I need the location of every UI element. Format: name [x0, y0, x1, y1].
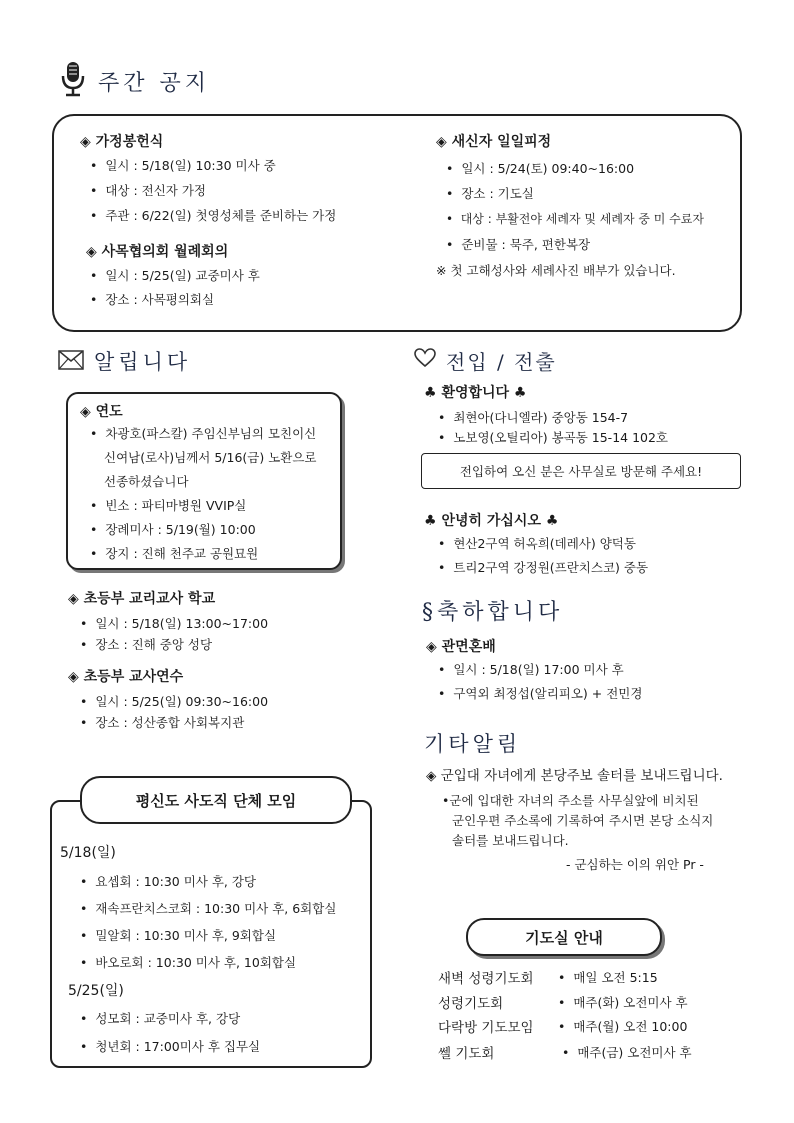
list-item: • 장소 : 성산종합 사회복지관 — [80, 715, 245, 730]
list-item: • 장소 : 기도실 — [446, 186, 534, 201]
prayer-time: • 매주(화) 오전미사 후 — [558, 995, 688, 1010]
prayer-title-text: 기도실 안내 — [525, 928, 603, 947]
section-title-notices: 알립니다 — [94, 350, 192, 374]
list-item: • 재속프란치스코회 : 10:30 미사 후, 6회합실 — [80, 901, 337, 916]
event-title-retreat: ◈ 새신자 일일피정 — [436, 134, 552, 150]
list-item: • 최현아(다니엘라) 중앙동 154-7 — [438, 410, 629, 425]
groups-title — [80, 776, 352, 824]
list-item: • 노보영(오틸리아) 봉곡동 15-14 102호 — [438, 430, 669, 445]
prayer-title — [466, 918, 662, 956]
obituary-title: ◈ 연도 — [80, 404, 123, 420]
list-item: • 바오로회 : 10:30 미사 후, 10회합실 — [80, 955, 297, 970]
list-item: • 준비물 : 묵주, 편한복장 — [446, 237, 591, 252]
banner-text: 전입하여 오신 분은 사무실로 방문해 주세요! — [459, 464, 703, 479]
prayer-time: • 매일 오전 5:15 — [558, 970, 658, 985]
list-item: • 장소 : 사목평의회실 — [90, 292, 215, 307]
prayer-time: • 매주(월) 오전 10:00 — [558, 1019, 688, 1034]
list-item: • 장례미사 : 5/19(월) 10:00 — [90, 522, 256, 537]
prayer-time: • 매주(금) 오전미사 후 — [562, 1045, 692, 1060]
event-title-family: ◈ 가정봉헌식 — [80, 134, 164, 150]
congrats-sub: ◈ 관면혼배 — [426, 639, 496, 655]
prayer-name: 새벽 성령기도회 — [438, 971, 534, 987]
training-title: ◈ 초등부 교사연수 — [68, 669, 184, 685]
list-item: • 밀알회 : 10:30 미사 후, 9회합실 — [80, 928, 277, 943]
list-item: • 요셉회 : 10:30 미사 후, 강당 — [80, 874, 257, 889]
etc-sub: ◈ 군입대 자녀에게 본당주보 솔터를 보내드립니다. — [426, 768, 723, 784]
obituary-text: 신여남(로사)님께서 5/16(금) 노환으로 — [104, 450, 317, 465]
list-item: • 구역외 최정섭(알리피오) + 전민경 — [438, 686, 643, 701]
list-item: • 장지 : 진해 천주교 공원묘원 — [90, 546, 259, 561]
date-label: 5/18(일) — [60, 845, 116, 861]
list-item: • 청년회 : 17:00미사 후 집무실 — [80, 1039, 261, 1054]
list-item: • 일시 : 5/18(일) 17:00 미사 후 — [438, 662, 624, 677]
list-item: • 일시 : 5/18(일) 10:30 미사 중 — [90, 158, 276, 173]
list-item: • 대상 : 부활전야 세례자 및 세례자 중 미 수료자 — [446, 212, 704, 226]
list-item: • 빈소 : 파티마병원 VVIP실 — [90, 498, 247, 513]
event-title-council: ◈ 사목협의회 월례회의 — [86, 244, 229, 260]
etc-text: 솔터를 보내드립니다. — [452, 833, 569, 848]
transfer-banner — [421, 453, 741, 489]
list-item: • 대상 : 전신자 가정 — [90, 183, 206, 198]
obituary-text: • 차광호(파스칼) 주임신부님의 모친이신 — [90, 426, 317, 441]
prayer-name: 성령기도회 — [438, 996, 504, 1012]
list-item: • 일시 : 5/24(토) 09:40~16:00 — [446, 161, 635, 176]
list-item: • 일시 : 5/18(일) 13:00~17:00 — [80, 616, 269, 631]
etc-text: •군에 입대한 자녀의 주소를 사무실앞에 비치된 — [442, 793, 699, 808]
list-item: • 일시 : 5/25(일) 09:30~16:00 — [80, 694, 269, 709]
groups-title-text: 평신도 사도직 단체 모임 — [135, 791, 297, 810]
section-title-transfer: 전입 / 전출 — [446, 350, 557, 374]
section-title-congrats: §축하합니다 — [422, 600, 564, 625]
page-title: 주간 공지 — [98, 71, 211, 96]
school-title: ◈ 초등부 교리교사 학교 — [68, 591, 216, 607]
microphone-icon — [58, 60, 88, 98]
heart-icon — [414, 348, 436, 368]
list-item: • 주관 : 6/22(일) 첫영성체를 준비하는 가정 — [90, 208, 337, 223]
prayer-name: 다락방 기도모임 — [438, 1020, 534, 1036]
etc-text: 군인우편 주소록에 기록하여 주시면 본당 소식지 — [452, 813, 714, 828]
envelope-icon — [58, 350, 84, 370]
note-text: ※ 첫 고해성사와 세례사진 배부가 있습니다. — [436, 263, 676, 278]
date-label: 5/25(일) — [68, 983, 124, 999]
list-item: • 장소 : 진해 중앙 성당 — [80, 637, 213, 652]
farewell-title: ♣ 안녕히 가십시오 ♣ — [424, 513, 559, 529]
list-item: • 성모회 : 교중미사 후, 강당 — [80, 1011, 241, 1026]
welcome-title: ♣ 환영합니다 ♣ — [424, 385, 527, 401]
list-item: • 현산2구역 허옥희(데레사) 양덕동 — [438, 536, 636, 551]
obituary-text: 선종하셨습니다 — [104, 474, 189, 489]
prayer-name: 쎌 기도회 — [438, 1046, 495, 1062]
etc-sign: - 군심하는 이의 위안 Pr - — [566, 857, 704, 872]
list-item: • 일시 : 5/25(일) 교중미사 후 — [90, 268, 260, 283]
list-item: • 트리2구역 강정원(프란치스코) 중동 — [438, 560, 649, 575]
section-title-etc: 기타알림 — [424, 732, 522, 756]
